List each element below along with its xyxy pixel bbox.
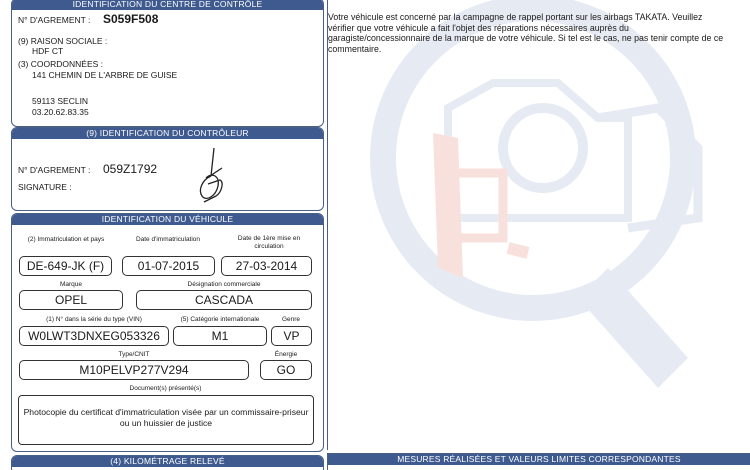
comments-panel [327,0,750,450]
genre-label: Genre [281,316,301,323]
marque-label: Marque [59,281,83,288]
controleur-header: (9) IDENTIFICATION DU CONTRÔLEUR [12,128,323,139]
genre-value: VP [271,326,312,346]
centre-address-line2: 59113 SECLIN [32,96,89,106]
watermark-logo [328,0,750,450]
immat-value: DE-649-JK (F) [19,256,112,276]
date-premiere-label: Date de 1ère mise en circulation [237,235,301,250]
vehicule-panel [11,213,324,452]
vin-label: (1) N° dans la série du type (VIN) [46,316,142,323]
vin-value: W0LWT3DNXEG053326 [19,326,169,346]
takata-notice: Votre véhicule est concerné par la campagne de rappel portant sur les airbags TAKATA. Veuillez vérifier que votre véhicule a fait l'objet des réparations nécessaires auprès du garagiste/concessionnaire de la marque de votre véhicule. Si tel est le cas, ne pas tenir compte de ce commentaire. [328,12,724,54]
vehicule-header: IDENTIFICATION DU VÉHICULE [12,214,323,225]
immat-label: (2) Immatriculation et pays [27,236,105,243]
centre-agrement-label: N° D'AGREMENT : [18,15,91,25]
designation-value: CASCADA [136,290,312,310]
kilometrage-header: (4) KILOMÉTRAGE RELEVÉ [12,456,323,467]
centre-address-line1: 141 CHEMIN DE L'ARBRE DE GUISE [32,70,178,80]
centre-panel [11,0,324,127]
controleur-agrement-label: N° D'AGREMENT : [18,165,91,175]
mesures-header: MESURES RÉALISÉES ET VALEURS LIMITES CORRESPONDANTES [328,454,750,465]
designation-label: Désignation commerciale [187,281,261,288]
marque-value: OPEL [19,290,123,310]
centre-coord-label: (3) COORDONNÉES : [18,59,104,69]
controleur-agrement-value: 059Z1792 [103,162,158,176]
date-immat-value: 01-07-2015 [122,256,215,276]
documents-label: Document(s) présenté(s) [129,385,202,392]
kilometrage-panel [11,455,324,470]
mesures-panel [327,453,750,470]
centre-raison-label: (9) RAISON SOCIALE : [18,36,108,46]
categorie-value: M1 [173,326,267,346]
controleur-panel [11,127,324,211]
energie-label: Énergie [274,351,298,358]
centre-agrement-value: S059F508 [103,12,159,26]
categorie-label: (5) Catégorie internationale [180,316,260,323]
type-value: M10PELVP277V294 [19,360,249,380]
controleur-signature-label: SIGNATURE : [18,182,72,192]
centre-phone: 03.20.62.83.35 [32,107,89,117]
signature-image [192,146,232,204]
centre-raison-value: HDF CT [32,46,64,56]
date-immat-label: Date d'immatriculation [135,236,201,243]
centre-header: IDENTIFICATION DU CENTRE DE CONTRÔLE [12,0,323,10]
energie-value: GO [260,360,312,380]
date-premiere-value: 27-03-2014 [221,256,312,276]
type-label: Type/CNIT [118,351,150,358]
documents-value: Photocopie du certificat d'immatriculation visée par un commissaire-priseur ou un huissier de justice [18,395,314,445]
